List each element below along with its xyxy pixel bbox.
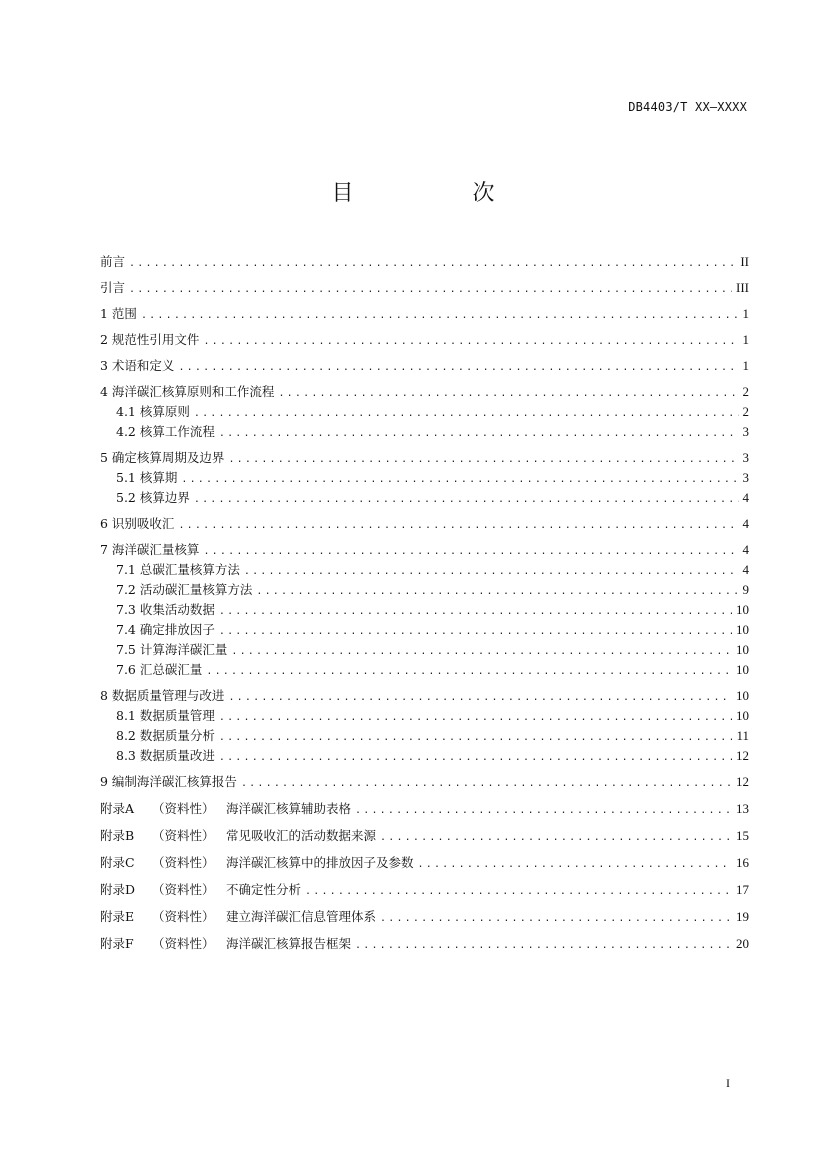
toc-entry-label: 8.3 数据质量改进: [116, 748, 215, 763]
toc-entry-label: 7.4 确定排放因子: [116, 622, 215, 637]
appendix-label: [100, 853, 414, 873]
toc-entry-page: 13: [736, 801, 749, 816]
toc-entry-label: 7.3 收集活动数据: [116, 602, 215, 617]
toc-entry-page: 10: [736, 642, 749, 657]
page-title: 目 次: [331, 181, 551, 206]
dot-leader: [219, 622, 732, 642]
dot-leader: [219, 748, 732, 768]
toc-entry-label: 1 范围: [100, 306, 137, 321]
toc-entry-label: 7.6 汇总碳汇量: [116, 662, 203, 677]
toc-entry-label: 9 编制海洋碳汇核算报告: [100, 774, 237, 789]
dot-leader: [219, 602, 732, 622]
toc-entry-page: 19: [736, 909, 749, 924]
toc-entry[interactable]: [100, 304, 749, 324]
toc-entry-page: III: [736, 280, 749, 295]
toc-entry-page: 4: [742, 542, 749, 557]
toc-entry[interactable]: [100, 706, 749, 726]
toc-entry[interactable]: [100, 540, 749, 560]
toc-entry[interactable]: [100, 686, 749, 706]
toc-entry-page: 10: [736, 662, 749, 677]
dot-leader: [203, 542, 738, 562]
dot-leader: [355, 801, 732, 821]
dot-leader: [181, 470, 738, 490]
dot-leader: [380, 909, 732, 929]
dot-leader: [228, 450, 738, 470]
dot-leader: [418, 855, 732, 875]
appendix-label: [100, 934, 351, 954]
toc-entry-label: 前言: [100, 254, 126, 269]
dot-leader: [129, 254, 736, 274]
toc-entry-label: 8 数据质量管理与改进: [100, 688, 225, 703]
dot-leader: [203, 332, 738, 352]
toc-entry-page: 10: [736, 622, 749, 637]
appendix-kind: （资料性）: [152, 936, 215, 951]
appendix-kind: （资料性）: [152, 855, 215, 870]
appendix-title: 不确定性分析: [226, 882, 302, 897]
dot-leader: [219, 728, 733, 748]
toc-appendix-entry[interactable]: [100, 907, 749, 927]
appendix-title: 常见吸收汇的活动数据来源: [226, 828, 377, 843]
appendix-prefix: 附录A: [100, 801, 135, 816]
toc-entry-page: 17: [736, 882, 749, 897]
toc-entry-label: 2 规范性引用文件: [100, 332, 200, 347]
dot-leader: [231, 642, 732, 662]
toc-entry[interactable]: [100, 468, 749, 488]
toc-entry[interactable]: [100, 640, 749, 660]
toc-appendix-entry[interactable]: [100, 934, 749, 954]
toc-entry[interactable]: [100, 660, 749, 680]
appendix-prefix: 附录F: [100, 936, 134, 951]
toc-entry-label: 4 海洋碳汇核算原则和工作流程: [100, 384, 275, 399]
page-number: I: [726, 1076, 730, 1090]
dot-leader: [241, 774, 732, 794]
toc-entry-page: 10: [736, 602, 749, 617]
toc-entry-page: 15: [736, 828, 749, 843]
toc-entry-page: 1: [742, 306, 749, 321]
toc-entry-page: 10: [736, 708, 749, 723]
dot-leader: [278, 384, 738, 404]
dot-leader: [178, 516, 738, 536]
toc-entry-label: 5.2 核算边界: [116, 490, 190, 505]
toc-entry[interactable]: [100, 580, 749, 600]
appendix-prefix: 附录B: [100, 828, 135, 843]
appendix-title: 海洋碳汇核算辅助表格: [226, 801, 352, 816]
toc-entry-page: 12: [736, 748, 749, 763]
toc-entry[interactable]: [100, 356, 749, 376]
toc-entry[interactable]: [100, 560, 749, 580]
dot-leader: [355, 936, 732, 956]
toc-entry-label: 8.2 数据质量分析: [116, 728, 215, 743]
toc-entry[interactable]: [100, 488, 749, 508]
toc-entry[interactable]: [100, 746, 749, 766]
dot-leader: [206, 662, 732, 682]
toc-entry-page: 3: [742, 424, 749, 439]
appendix-prefix: 附录D: [100, 882, 136, 897]
toc-entry-label: 4.2 核算工作流程: [116, 424, 215, 439]
toc-entry-page: 2: [742, 384, 749, 399]
toc-entry-page: 16: [736, 855, 749, 870]
appendix-title: 海洋碳汇核算中的排放因子及参数: [226, 855, 414, 870]
dot-leader: [178, 358, 738, 378]
toc-appendix-entry[interactable]: [100, 799, 749, 819]
toc-entry-page: 11: [736, 728, 749, 743]
appendix-title: 海洋碳汇核算报告框架: [226, 936, 352, 951]
dot-leader: [380, 828, 732, 848]
toc-entry-page: 3: [742, 450, 749, 465]
toc-entry[interactable]: [100, 330, 749, 350]
dot-leader: [219, 708, 732, 728]
document-code: DB4403/T XX—XXXX: [628, 100, 747, 114]
dot-leader: [228, 688, 732, 708]
dot-leader: [194, 404, 739, 424]
toc-entry[interactable]: [100, 448, 749, 468]
toc-entry-label: 7.2 活动碳汇量核算方法: [116, 582, 253, 597]
appendix-title: 建立海洋碳汇信息管理体系: [226, 909, 377, 924]
toc-entry-page: 4: [742, 490, 749, 505]
toc-entry-page: 3: [742, 470, 749, 485]
toc-entry-page: 2: [742, 404, 749, 419]
toc-entry-label: 5 确定核算周期及边界: [100, 450, 225, 465]
toc-entry[interactable]: [100, 514, 749, 534]
toc-entry-label: 引言: [100, 280, 126, 295]
toc-entry-page: II: [740, 254, 749, 269]
toc-appendix-entry[interactable]: [100, 826, 749, 846]
toc-entry-label: 7.5 计算海洋碳汇量: [116, 642, 228, 657]
toc-entry-page: 1: [742, 358, 749, 373]
toc-entry-page: 1: [742, 332, 749, 347]
toc-entry-label: 3 术语和定义: [100, 358, 175, 373]
toc-entry-page: 9: [742, 582, 749, 597]
toc-entry-label: 8.1 数据质量管理: [116, 708, 215, 723]
toc-entry-label: 7 海洋碳汇量核算: [100, 542, 200, 557]
toc-entry[interactable]: [100, 620, 749, 640]
dot-leader: [219, 424, 739, 444]
appendix-kind: （资料性）: [152, 909, 215, 924]
table-of-contents: [100, 252, 749, 954]
appendix-kind: （资料性）: [152, 882, 215, 897]
dot-leader: [305, 882, 732, 902]
toc-entry-page: 20: [736, 936, 749, 951]
toc-entry-label: 5.1 核算期: [116, 470, 178, 485]
appendix-label: [100, 907, 376, 927]
dot-leader: [256, 582, 738, 602]
toc-entry-page: 10: [736, 688, 749, 703]
toc-entry[interactable]: [100, 772, 749, 792]
toc-appendix-entry[interactable]: [100, 853, 749, 873]
dot-leader: [141, 306, 739, 326]
toc-entry[interactable]: [100, 382, 749, 402]
dot-leader: [244, 562, 739, 582]
toc-entry-label: 6 识别吸收汇: [100, 516, 175, 531]
toc-entry-page: 4: [742, 562, 749, 577]
appendix-label: [100, 799, 351, 819]
toc-entry[interactable]: [100, 726, 749, 746]
toc-entry-label: 7.1 总碳汇量核算方法: [116, 562, 240, 577]
toc-entry[interactable]: [100, 422, 749, 442]
appendix-label: [100, 826, 376, 846]
appendix-kind: （资料性）: [152, 801, 215, 816]
toc-appendix-entry[interactable]: [100, 880, 749, 900]
toc-entry[interactable]: [100, 252, 749, 272]
dot-leader: [129, 280, 732, 300]
appendix-prefix: 附录E: [100, 909, 135, 924]
toc-entry-page: 12: [736, 774, 749, 789]
toc-entry-label: 4.1 核算原则: [116, 404, 190, 419]
toc-entry[interactable]: [100, 402, 749, 422]
toc-entry-page: 4: [742, 516, 749, 531]
appendix-label: [100, 880, 301, 900]
appendix-kind: （资料性）: [152, 828, 215, 843]
toc-entry[interactable]: [100, 278, 749, 298]
dot-leader: [194, 490, 739, 510]
toc-entry[interactable]: [100, 600, 749, 620]
appendix-prefix: 附录C: [100, 855, 135, 870]
